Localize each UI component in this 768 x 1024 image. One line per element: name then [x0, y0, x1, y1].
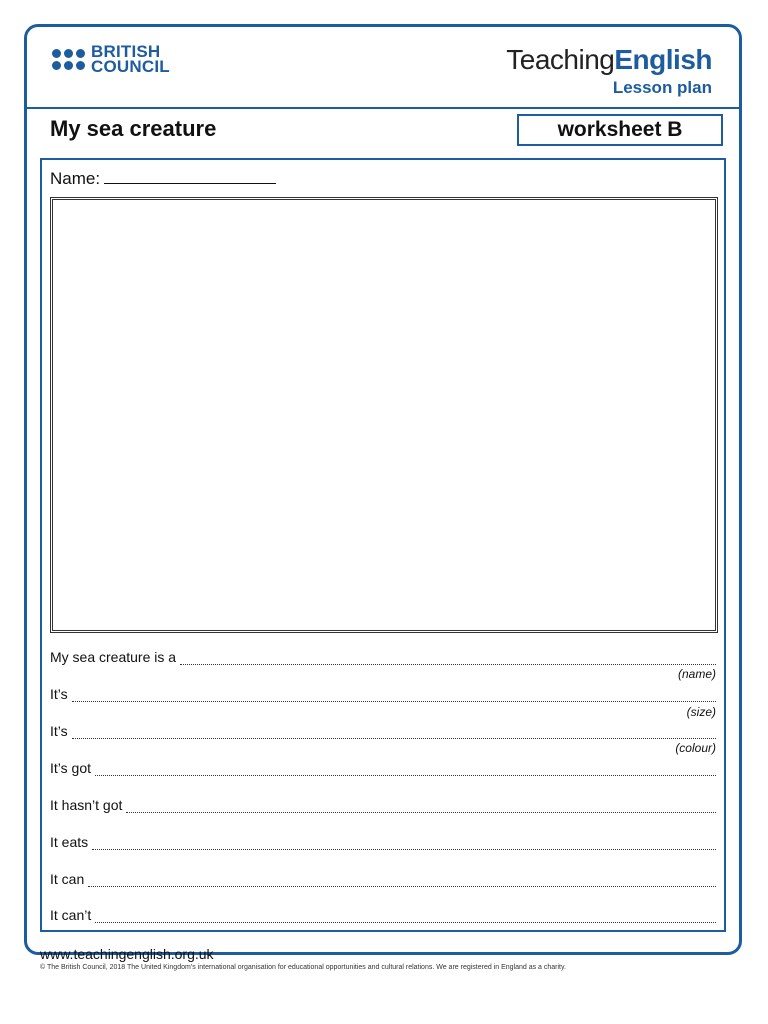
- answer-line[interactable]: [95, 763, 716, 776]
- sentence-row: [50, 686, 716, 702]
- sentence-row: [50, 871, 716, 887]
- sentence-label: It’s got: [50, 760, 91, 776]
- answer-line[interactable]: [180, 652, 716, 665]
- logo-line-2: COUNCIL: [91, 57, 170, 76]
- sentence-label: My sea creature is a: [50, 649, 177, 665]
- teaching-english-brand: [506, 44, 712, 98]
- brand-title: [506, 44, 712, 76]
- sentence-row: [50, 834, 716, 850]
- answer-line[interactable]: [88, 874, 716, 887]
- sentence-label: It can: [50, 871, 85, 887]
- sentence-row: [50, 723, 716, 739]
- sentence-row: [50, 797, 716, 813]
- answer-line[interactable]: [95, 910, 716, 923]
- sentence-row: [50, 649, 716, 665]
- sentence-hint: (size): [686, 705, 716, 719]
- sentence-label: It’s: [50, 686, 68, 702]
- footer-url: www.teachingenglish.org.uk: [40, 946, 214, 962]
- logo-text: [91, 44, 170, 74]
- logo-dots-icon: [52, 49, 85, 70]
- name-input-line[interactable]: [104, 167, 276, 184]
- worksheet-label: worksheet B: [517, 114, 723, 146]
- sentence-label: It can’t: [50, 907, 92, 923]
- drawing-box[interactable]: [50, 197, 718, 633]
- sentence-row: [50, 760, 716, 776]
- sentence-label: It’s: [50, 723, 68, 739]
- logo-line-1: BRITISH: [91, 42, 161, 61]
- sentence-label: It hasn’t got: [50, 797, 123, 813]
- british-council-logo: [52, 44, 170, 74]
- answer-line[interactable]: [126, 800, 716, 813]
- sentence-label: It eats: [50, 834, 89, 850]
- brand-bold: English: [614, 44, 712, 75]
- header-divider: [27, 107, 739, 109]
- brand-light: Teaching: [506, 44, 615, 75]
- answer-line[interactable]: [72, 726, 716, 739]
- sentence-hint: (name): [677, 667, 716, 681]
- answer-line[interactable]: [92, 837, 716, 850]
- sentence-row: [50, 907, 716, 923]
- footer-copyright: © The British Council, 2018 The United Kingdom’s international organisation for educational opportunities and cultural relations. We are registered in England as a charity.: [40, 964, 566, 971]
- answer-line[interactable]: [72, 689, 716, 702]
- worksheet-title: My sea creature: [50, 116, 217, 141]
- name-row: [50, 167, 276, 189]
- name-label: Name:: [50, 169, 101, 188]
- sentence-hint: (colour): [675, 741, 716, 755]
- lesson-plan-subtitle: Lesson plan: [612, 78, 712, 97]
